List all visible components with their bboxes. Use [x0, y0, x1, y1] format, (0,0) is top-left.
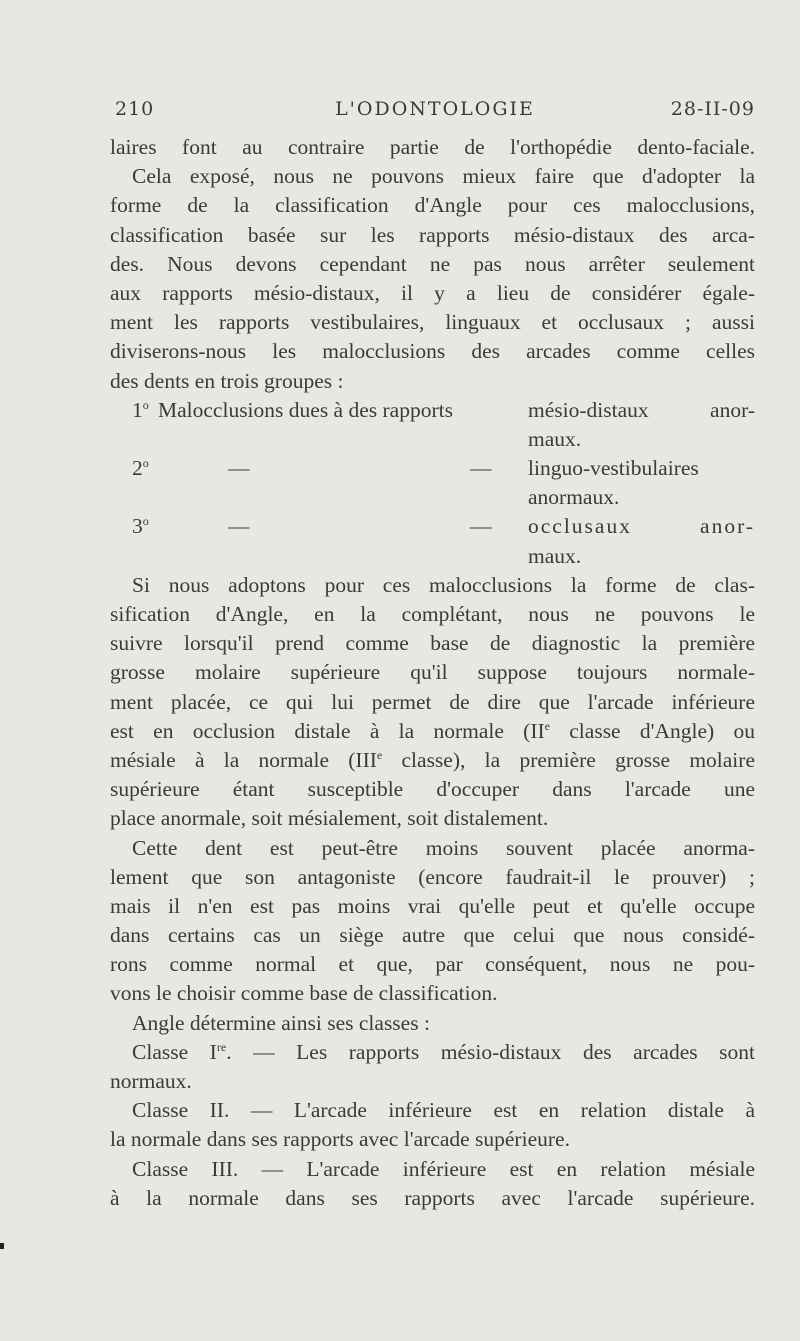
ditto-dash: — — [470, 514, 492, 539]
group-number: 3$^o$ — [132, 514, 149, 539]
group-item-1-continuation: maux. — [528, 426, 582, 451]
text-line: Classe II. — L'arcade inférieure est en relation distale à — [132, 1098, 755, 1123]
text-line: Si nous adoptons pour ces malocclusions la forme de clas- — [132, 572, 755, 597]
text-line: est en occlusion distale à la normale (IIe classe d'Angle) ou — [110, 718, 755, 743]
text-line: Classe III. — L'arcade inférieure est en relation mésiale — [132, 1156, 755, 1181]
group-description: occlusaux anor- — [528, 514, 755, 539]
text-line: mais il n'en est pas moins vrai qu'elle peut et qu'elle occupe — [110, 893, 755, 918]
text-line: ment placée, ce qui lui permet de dire que l'arcade inférieure — [110, 689, 755, 714]
group-item-3 — [110, 512, 755, 541]
journal-title: L'ODONTOLOGIE — [335, 98, 535, 120]
text-line: suivre lorsqu'il prend comme base de diagnostic la première — [110, 631, 755, 656]
text-line: Cela exposé, nous ne pouvons mieux faire que d'adopter la — [132, 164, 755, 189]
page-number: 210 — [115, 98, 155, 120]
group-number: 1$^o$ — [132, 397, 149, 422]
text-line: diviserons-nous les malocclusions des arcades comme celles — [110, 339, 755, 364]
text-line: des dents en trois groupes : — [110, 368, 344, 393]
text-line: laires font au contraire partie de l'orthopédie dento-faciale. — [110, 135, 755, 159]
text-line: classification basée sur les rapports mésio-distaux des arca- — [110, 222, 755, 247]
ditto-dash: — — [228, 514, 250, 539]
group-item-3-continuation: maux. — [528, 543, 582, 568]
group-item-2 — [110, 454, 755, 483]
group-item-2-continuation: anormaux. — [528, 485, 620, 510]
text-line: aux rapports mésio-distaux, il y a lieu de considérer égale- — [110, 280, 755, 305]
margin-speck — [0, 1243, 4, 1249]
text-line: des. Nous devons cependant ne pas nous arrêter seulement — [110, 251, 755, 276]
text-line: mésiale à la normale (IIIe classe), la première grosse molaire — [110, 747, 755, 772]
text-line: sification d'Angle, en la complétant, nous ne pouvons le — [110, 602, 755, 626]
group-number: 2$^o$ — [132, 455, 149, 481]
group-item-1 — [110, 396, 755, 425]
group-description: mésio-distaux anor- — [528, 397, 755, 422]
text-line: rons comme normal et que, par conséquent, nous ne pou- — [110, 952, 755, 977]
text-line: vons le choisir comme base de classification. — [110, 981, 498, 1006]
text-line: Classe Ire. — Les rapports mésio-distaux des arcades sont — [132, 1039, 755, 1064]
text-line: normaux. — [110, 1069, 192, 1093]
text-line: à la normale dans ses rapports avec l'arcade supérieure. — [110, 1185, 755, 1210]
text-line: la normale dans ses rapports avec l'arcade supérieure. — [110, 1127, 570, 1152]
text-line: forme de la classification d'Angle pour ces malocclusions, — [110, 193, 755, 218]
issue-date: 28-II-09 — [670, 98, 755, 120]
text-line: Angle détermine ainsi ses classes : — [132, 1010, 430, 1035]
text-line: ment les rapports vestibulaires, linguaux et occlusaux ; aussi — [110, 310, 755, 335]
text-line: place anormale, soit mésialement, soit distalement. — [110, 806, 549, 831]
text-line: dans certains cas un siège autre que celui que nous considé- — [110, 923, 755, 948]
group-description: linguo-vestibulaires — [528, 456, 699, 481]
ditto-dash: — — [228, 456, 250, 481]
ditto-dash: — — [470, 456, 492, 481]
text-line: Cette dent est peut-être moins souvent placée anorma- — [132, 835, 755, 860]
running-header — [115, 98, 755, 128]
text-line: grosse molaire supérieure qu'il suppose toujours normale- — [110, 660, 755, 685]
text-line: lement que son antagoniste (encore faudrait-il le prouver) ; — [110, 864, 755, 889]
group-lead: Malocclusions dues à des rapports — [158, 397, 453, 422]
text-line: supérieure étant susceptible d'occuper dans l'arcade une — [110, 777, 755, 802]
body-text — [110, 133, 755, 1213]
